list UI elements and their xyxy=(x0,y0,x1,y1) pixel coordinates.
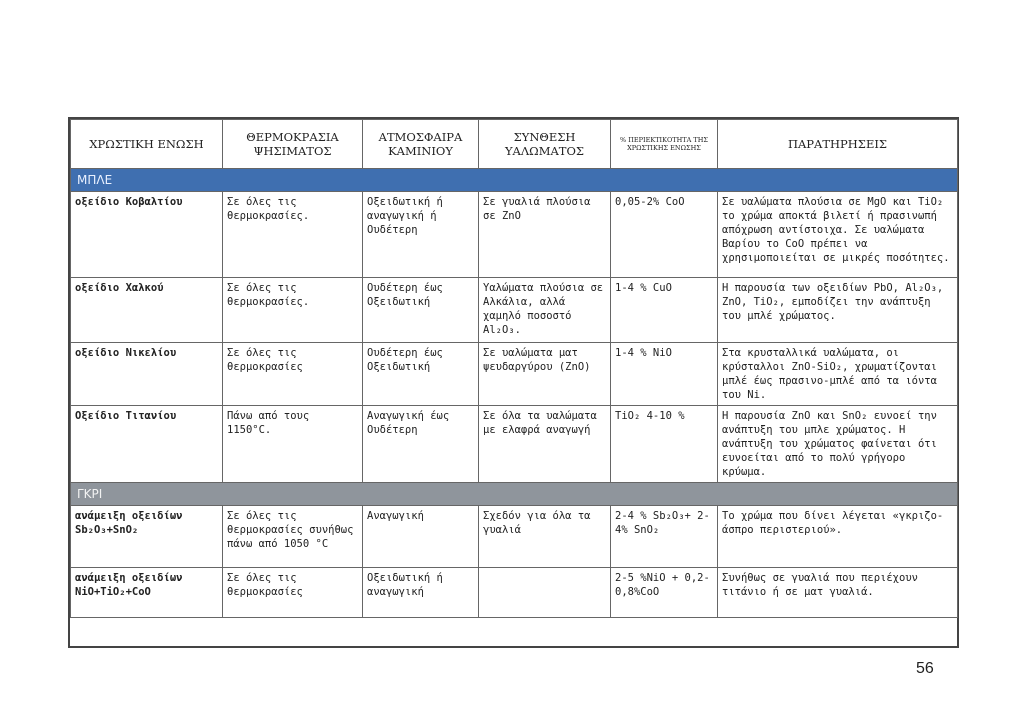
remarks-cell: Συνήθως σε γυαλιά που περιέχουν τιτάνιο ή σε ματ γυαλιά. xyxy=(718,568,958,618)
table-row xyxy=(71,406,958,483)
atmosphere-cell: Οξειδωτική ή αναγωγική ή Ουδέτερη xyxy=(363,192,479,278)
table-row xyxy=(71,343,958,406)
atmosphere-cell: Ουδέτερη έως Οξειδωτική xyxy=(363,343,479,406)
group-row-blue xyxy=(71,169,958,192)
remarks-cell: Στα κρυσταλλικά υαλώματα, οι κρύσταλλοι ZnO-SiO₂, χρωματίζονται μπλέ έως πρασινο-μπλέ από τα ιόντα του Ni. xyxy=(718,343,958,406)
percentage-cell: 0,05-2% CoO xyxy=(611,192,718,278)
header-row xyxy=(71,120,958,169)
composition-cell: Σε υαλώματα ματ ψευδαργύρου (ZnO) xyxy=(479,343,611,406)
compound-cell: οξείδιο Κοβαλτίου xyxy=(71,192,223,278)
composition-cell: Σε γυαλιά πλούσια σε ZnO xyxy=(479,192,611,278)
temperature-cell: Σε όλες τις θερμοκρασίες xyxy=(223,568,363,618)
page-number: 56 xyxy=(916,660,934,677)
temperature-cell: Σε όλες τις θερμοκρασίες. xyxy=(223,192,363,278)
compound-cell: οξείδιο Νικελίου xyxy=(71,343,223,406)
remarks-cell: Η παρουσία ZnO και SnO₂ ευνοεί την ανάπτυξη του μπλε χρώματος. Η ανάπτυξη του χρώματος φαίνεται ότι ευνοείται από το πολύ γρήγορο κρύωμα. xyxy=(718,406,958,483)
percentage-cell: 1-4 % NiO xyxy=(611,343,718,406)
header-percentage: % ΠΕΡΙΕΚΤΙΚΟΤΗΤΑ ΤΗΣ ΧΡΩΣΤΙΚΗΣ ΕΝΩΣΗΣ xyxy=(611,120,718,169)
compound-cell: Οξείδιο Τιτανίου xyxy=(71,406,223,483)
atmosphere-cell: Οξειδωτική ή αναγωγική xyxy=(363,568,479,618)
atmosphere-cell: Ουδέτερη έως Οξειδωτική xyxy=(363,278,479,343)
composition-cell xyxy=(479,568,611,618)
table-row xyxy=(71,506,958,568)
pigment-table xyxy=(70,119,958,618)
percentage-cell: 1-4 % CuO xyxy=(611,278,718,343)
header-firing-temperature: ΘΕΡΜΟΚΡΑΣΙΑ ΨΗΣΙΜΑΤΟΣ xyxy=(223,120,363,169)
compound-cell: ανάμειξη οξειδίων NiO+TiO₂+CoO xyxy=(71,568,223,618)
header-glaze-composition: ΣΥΝΘΕΣΗ ΥΑΛΩΜΑΤΟΣ xyxy=(479,120,611,169)
remarks-cell: Η παρουσία των οξειδίων PbO, Al₂O₃, ZnO, TiO₂, εμποδίζει την ανάπτυξη του μπλέ χρώματος. xyxy=(718,278,958,343)
temperature-cell: Σε όλες τις θερμοκρασίες xyxy=(223,343,363,406)
header-compound: ΧΡΩΣΤΙΚΗ ΕΝΩΣΗ xyxy=(71,120,223,169)
header-remarks: ΠΑΡΑΤΗΡΗΣΕΙΣ xyxy=(718,120,958,169)
remarks-cell: Το χρώμα που δίνει λέγεται «γκριζο-άσπρο περιστεριού». xyxy=(718,506,958,568)
remarks-cell: Σε υαλώματα πλούσια σε MgO και TiO₂ το χρώμα αποκτά βιλετί ή πρασινωπή απόχρωση αντίστοιχα. Σε υαλώματα Βαρίου το CoO πρέπει να χρησιμοποιείται σε μικρές ποσότητες. xyxy=(718,192,958,278)
table-row xyxy=(71,278,958,343)
header-kiln-atmosphere: ΑΤΜΟΣΦΑΙΡΑ ΚΑΜΙΝΙΟΥ xyxy=(363,120,479,169)
temperature-cell: Σε όλες τις θερμοκρασίες. xyxy=(223,278,363,343)
composition-cell: Υαλώματα πλούσια σε Αλκάλια, αλλά χαμηλό ποσοστό Al₂O₃. xyxy=(479,278,611,343)
composition-cell: Σχεδόν για όλα τα γυαλιά xyxy=(479,506,611,568)
group-row-gray xyxy=(71,483,958,506)
group-label: ΓΚΡΙ xyxy=(71,483,958,506)
group-label: ΜΠΛΕ xyxy=(71,169,958,192)
percentage-cell: 2-4 % Sb₂O₃+ 2-4% SnO₂ xyxy=(611,506,718,568)
compound-cell: οξείδιο Χαλκού xyxy=(71,278,223,343)
percentage-cell: TiO₂ 4-10 % xyxy=(611,406,718,483)
percentage-cell: 2-5 %NiO + 0,2-0,8%CoO xyxy=(611,568,718,618)
atmosphere-cell: Αναγωγική xyxy=(363,506,479,568)
temperature-cell: Πάνω από τους 1150°C. xyxy=(223,406,363,483)
table-row xyxy=(71,192,958,278)
composition-cell: Σε όλα τα υαλώματα με ελαφρά αναγωγή xyxy=(479,406,611,483)
temperature-cell: Σε όλες τις θερμοκρασίες συνήθως πάνω από 1050 °C xyxy=(223,506,363,568)
table-row xyxy=(71,568,958,618)
atmosphere-cell: Αναγωγική έως Ουδέτερη xyxy=(363,406,479,483)
pigment-table-frame xyxy=(68,117,959,648)
compound-cell: ανάμειξη οξειδίων Sb₂O₃+SnO₂ xyxy=(71,506,223,568)
